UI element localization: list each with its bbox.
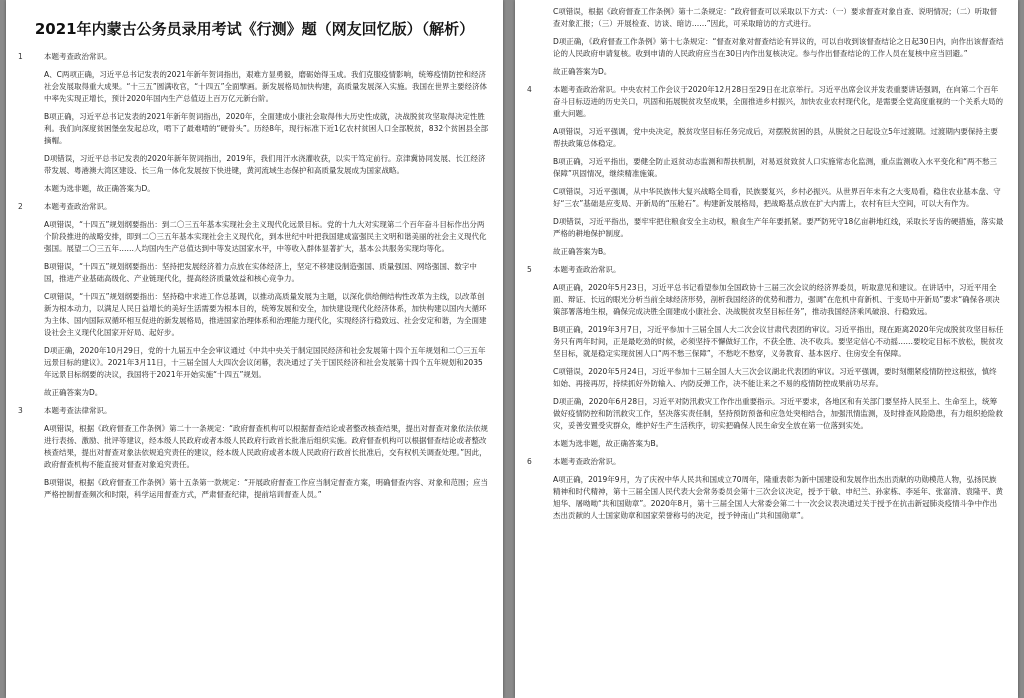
- paragraph: D项正确，《政府督查工作条例》第十七条规定：“督查对象对督查结论有异议的，可以自收到该督查结论之日起30日内，向作出该督查结论的人民政府申请复核。收到申请的人民政府应当在30日内作出复核决定。参与作出督查结论的工作人员在复核中应当回避。”: [553, 37, 1004, 58]
- question-topic: 本题考查政治常识。: [44, 52, 112, 61]
- document-page-right: [515, 0, 1018, 698]
- answer-line: 本题为选非题，故正确答案为D。: [44, 184, 155, 193]
- question-topic: 本题考查政治常识。中央农村工作会议于2020年12月28日至29日在北京举行。习近平出席会议并发表重要讲话强调，在向第二个百年奋斗目标迈进的历史关口，巩固和拓展脱贫攻坚成果，全面推进乡村振兴，加快农业农村现代化，是需要全党高度重视的一个关系大局的重大问题。: [553, 85, 1003, 118]
- paragraph: D项正确，2020年6月28日，习近平对防汛救灾工作作出重要指示。习近平要求，各地区和有关部门要坚持人民至上、生命至上，统筹做好疫情防控和防汛救灾工作，坚决落实责任制，坚持预防预备和应急处突相结合，加强汛情监测，及时排查风险隐患，有力组织抢险救灾，妥善安置受灾群众，维护好生产生活秩序，切实把确保人民生命安全放在第一位落到实处。: [553, 397, 1003, 430]
- paragraph: C项错误，根据《政府督查工作条例》第十二条规定：“政府督查可以采取以下方式：（一）要求督查对象自查、说明情况；（二）听取督查对象汇报；（三）开展检查、访谈、暗访……”因此，可采取暗访的方式进行。: [553, 7, 998, 28]
- answer-line: 故正确答案为D。: [553, 67, 612, 76]
- question-topic: 本题考查法律常识。: [44, 406, 112, 415]
- paragraph: D项错误，习近平指出，要牢牢把住粮食安全主动权，粮食生产年年要抓紧。要严防死守18亿亩耕地红线，采取长牙齿的硬措施，落实最严格的耕地保护制度。: [553, 217, 1004, 238]
- paragraph: D项正确，2020年10月29日，党的十九届五中全会审议通过《中共中央关于制定国民经济和社会发展第十四个五年规划和二〇三五年远景目标的建议》。2021年3月11日，十三届全国人大四次会议闭幕，表决通过了关于国民经济和社会发展第十四个五年规划和2035年远景目标纲要的决议，我国将于2021年开始实施“十四五”规划。: [44, 346, 486, 379]
- paragraph: A项错误，根据《政府督查工作条例》第二十一条规定：“政府督查机构可以根据督查结论或者整改核查结果，提出对督查对象依法依规进行表扬、激励、批评等建议，经本级人民政府或者本级人民政府行政首长批准后组织实施。政府督查机构可以根据督查结论或者整改核查结果，提出对督查对象法依规追究责任的建议，经本级人民政府或者本级人民政府行政首长批准后，交有权机关调查处理。”因此，政府督查机构不能直接对督查对象追究责任。: [44, 424, 489, 469]
- question-topic: 本题考查政治常识。: [44, 202, 112, 211]
- document-page-left: [6, 0, 503, 698]
- answer-line: 故正确答案为D。: [44, 388, 103, 397]
- document-title: 2021年内蒙古公务员录用考试《行测》题（网友回忆版）（解析）: [34, 20, 475, 38]
- question-3: [18, 405, 489, 501]
- page-right-content: [515, 0, 1018, 522]
- paragraph: B项正确，习近平指出，要健全防止返贫动态监测和帮扶机制，对易返贫致贫人口实施常态化监测，重点监测收入水平变化和“两不愁三保障”巩固情况，继续精准施策。: [553, 157, 998, 178]
- paragraph: A项正确，2020年5月23日，习近平总书记看望参加全国政协十三届三次会议的经济界委员，听取意见和建议。在讲话中，习近平用全面、辩证、长远的眼光分析当前全球经济形势，剖析我国经济的优势和潜力，强调“在危机中育新机、于变局中开新局”要求“确保各项决策部署落地生根，确保完成决胜全面建成小康社会、决战脱贫攻坚目标任务”，推动我国经济乘风破浪、行稳致远。: [553, 283, 1000, 316]
- question-4: [527, 84, 1004, 258]
- question-topic: 本题考查政治常识。: [553, 457, 621, 466]
- question-number: 2: [18, 202, 23, 211]
- question-number: 3: [18, 406, 23, 415]
- paragraph: A项错误，“十四五”规划纲要指出：到二〇三五年基本实现社会主义现代化远景目标。党的十九大对实现第二个百年奋斗目标作出分两个阶段推进的战略安排，即到二〇三五年基本实现社会主义现代化，到本世纪中叶把我国建成富强民主文明和谐美丽的社会主义现代化强国。展望二〇三五年……人均国内生产总值达到中等发达国家水平，中等收入群体显著扩大，基本公共服务实现均等化。: [44, 220, 487, 253]
- question-number: 6: [527, 457, 532, 466]
- paragraph: B项错误，“十四五”规划纲要指出：坚持把发展经济着力点放在实体经济上，坚定不移建设制造强国、质量强国、网络强国、数字中国，推进产业基础高级化、产业链现代化，提高经济质量效益和核心竞争力。: [44, 262, 477, 283]
- page-left-content: [6, 51, 503, 501]
- question-number: 4: [527, 85, 532, 94]
- answer-line: 本题为选非题，故正确答案为B。: [553, 439, 664, 448]
- paragraph: B项错误，根据《政府督查工作条例》第十五条第一款规定：“开展政府督查工作应当制定督查方案，明确督查内容、对象和范围；应当严格控制督查频次和时限，科学运用督查方式，严肃督查纪律，提前培训督查人员。”: [44, 478, 489, 499]
- paragraph: A、C两项正确，习近平总书记发表的2021年新年贺词指出，艰难方显勇毅，磨砺始得玉成。我们克服疫情影响，统筹疫情防控和经济社会发展取得重大成果。“十三五”圆满收官，“十四五”全面擘画。新发展格局加快构建，高质量发展深入实施。我国在世界主要经济体中率先实现正增长，预计2020年国内生产总值迈上百万亿元新台阶。: [44, 70, 488, 103]
- paragraph: D项错误，习近平总书记发表的2020年新年贺词指出，2019年，我们用汗水浇灌收获，以实干笃定前行。京津冀协同发展、长江经济带发展、粤港澳大湾区建设、长三角一体化发展按下快进键，黄河流域生态保护和高质量发展成为国家战略。: [44, 154, 486, 175]
- paragraph: C项错误，2020年5月24日，习近平参加十三届全国人大三次会议湖北代表团的审议。习近平强调，要时刻绷紧疫情防控这根弦，慎终如始、再接再厉，持续抓好外防输入、内防反弹工作，决不能让来之不易的疫情防控成果前功尽弃。: [553, 367, 997, 388]
- question-1: [18, 51, 489, 195]
- answer-line: 故正确答案为B。: [553, 247, 611, 256]
- paragraph: C项错误，习近平强调，从中华民族伟大复兴战略全局看，民族要复兴，乡村必振兴。从世界百年未有之大变局看，稳住农业基本盘、守好“三农”基础是应变局、开新局的“压舱石”。构建新发展格局，把战略基点放在扩大内需上，农村有巨大空间，可以大有作为。: [553, 187, 1001, 208]
- paragraph: C项错误，“十四五”规划纲要指出：坚持稳中求进工作总基调，以推动高质量发展为主题，以深化供给侧结构性改革为主线，以改革创新为根本动力，以满足人民日益增长的美好生活需要为根本目的，统筹发展和安全，加快建设现代化经济体系，加快构建以国内大循环为主体、国内国际双循环相互促进的新发展格局，推进国家治理体系和治理能力现代化，实现经济行稳致远、社会安定和谐，为全面建设社会主义现代化国家开好局、起好步。: [44, 292, 487, 337]
- question-number: 5: [527, 265, 532, 274]
- paragraph: A项错误，习近平强调，党中央决定，脱贫攻坚目标任务完成后，对摆脱贫困的县，从脱贫之日起设立5年过渡期。过渡期内要保持主要帮扶政策总体稳定。: [553, 127, 998, 148]
- paragraph: B项正确，2019年3月7日，习近平参加十三届全国人大二次会议甘肃代表团的审议。习近平指出，现在距离2020年完成脱贫攻坚目标任务只有两年时间，正是最吃劲的时候，必须坚持不懈做好工作，不获全胜、决不收兵。要坚定信心不动摇……要咬定目标不放松，脱贫攻坚目标，就是稳定实现贫困人口“两不愁三保障”，不愁吃不愁穿，义务教育、基本医疗、住房安全有保障。: [553, 325, 1004, 358]
- question-6: [527, 456, 1004, 522]
- paragraph: B项正确，习近平总书记发表的2021年新年贺词指出，2020年，全面建成小康社会取得伟大历史性成就，决战脱贫攻坚取得决定性胜利。我们向深度贫困堡垒发起总攻，啃下了最难啃的“硬骨头”。历经8年，现行标准下近1亿农村贫困人口全部脱贫，832个贫困县全部摘帽。: [44, 112, 489, 145]
- question-number: 1: [18, 52, 23, 61]
- question-topic: 本题考查政治常识。: [553, 265, 621, 274]
- question-5: [527, 264, 1004, 450]
- paragraph: A项正确，2019年9月，为了庆祝中华人民共和国成立70周年，隆重表彰为新中国建设和发展作出杰出贡献的功勋模范人物，弘扬民族精神和时代精神，第十三届全国人民代表大会常务委员会第十三次会议决定，授予于敏、申纪兰、孙家栋、李延年、张富清、袁隆平、黄旭华、屠呦呦“共和国勋章”。2020年8月，第十三届全国人大常委会第二十一次会议表决通过关于授予在抗击新冠肺炎疫情斗争中作出杰出贡献的人士国家勋章和国家荣誉称号的决定，授予钟南山“共和国勋章”。: [553, 475, 1003, 520]
- question-2: [18, 201, 489, 399]
